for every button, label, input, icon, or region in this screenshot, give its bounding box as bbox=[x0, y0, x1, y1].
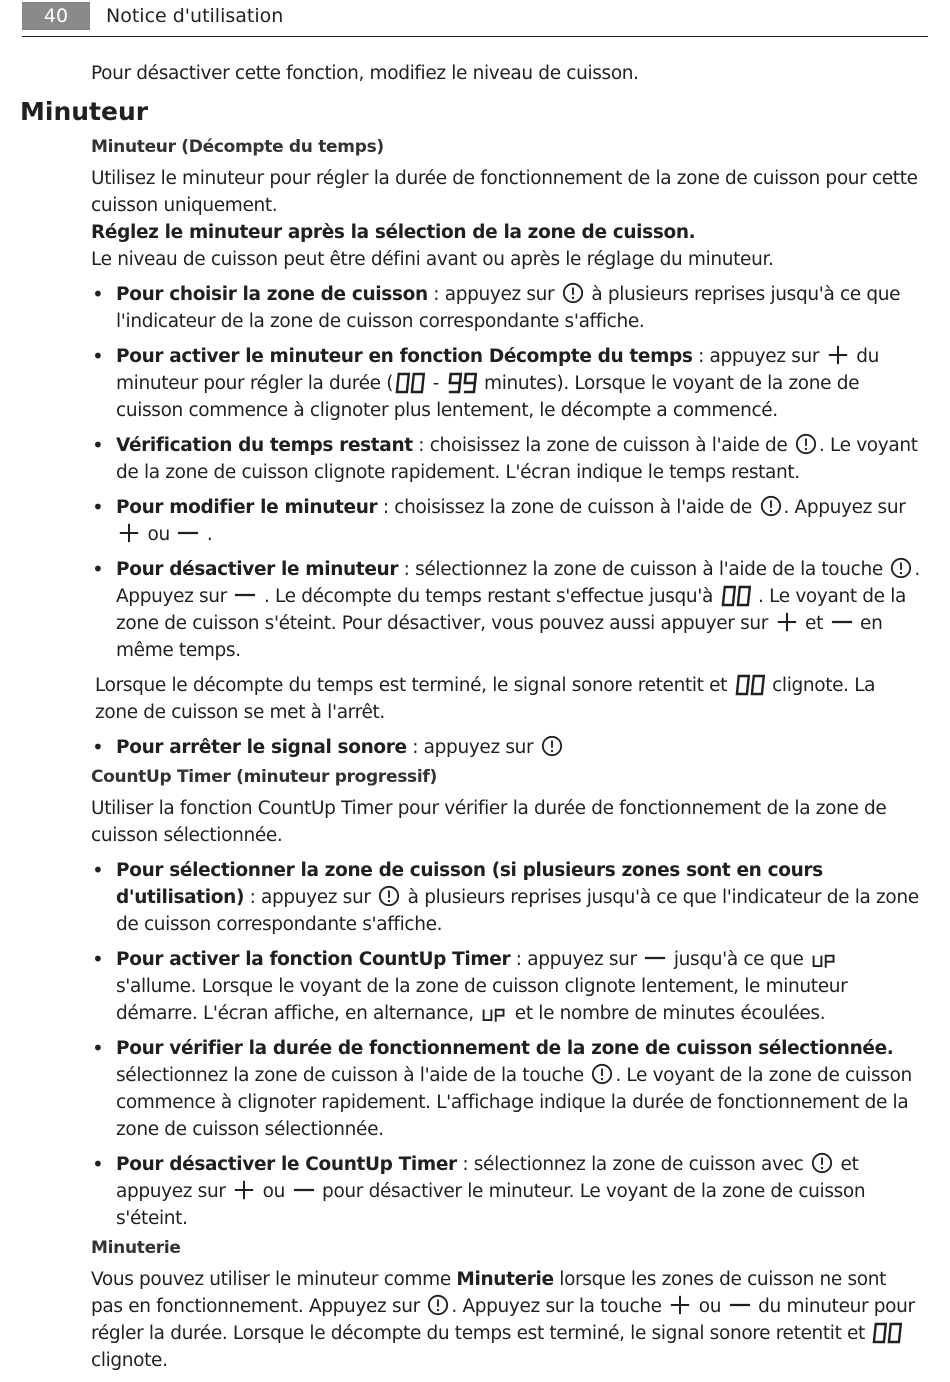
list-item: • Pour activer la fonction CountUp Timer : appuyez sur jusqu'à ce que s'allume. Lorsque le voyant de la zone de cuisson clignote lentement, le minuteur démarre. L'écran affiche, en alternance, et le nombre de minutes écoulées. bbox=[116, 946, 921, 1027]
page-content bbox=[0, 60, 950, 1382]
timer-select-icon bbox=[591, 1063, 613, 1085]
plus-icon bbox=[776, 611, 798, 633]
timer-select-icon bbox=[541, 735, 563, 757]
minus-icon bbox=[831, 611, 853, 633]
plus-icon bbox=[233, 1179, 255, 1201]
timer-select-icon bbox=[890, 557, 912, 579]
countup-paragraph: Utiliser la fonction CountUp Timer pour vérifier la durée de fonctionnement de la zone de cuisson sélectionnée. bbox=[91, 798, 887, 846]
list-item: • Pour désactiver le CountUp Timer : sélectionnez la zone de cuisson avec et appuyez sur ou pour désactiver le minuteur. Le voyant de la zone de cuisson s'éteint. bbox=[116, 1151, 921, 1232]
timer-select-icon bbox=[811, 1152, 833, 1174]
display-99-icon bbox=[447, 372, 477, 394]
timer-select-icon bbox=[562, 282, 584, 304]
list-item: • Pour vérifier la durée de fonctionnement de la zone de cuisson sélectionnée. sélectionnez la zone de cuisson à l'aide de la touche . Le voyant de la zone de cuisson commence à clignoter rapidement. L'affichage indique la durée de fonctionnement de la zone de cuisson sélectionnée. bbox=[116, 1035, 921, 1143]
list-item: • Pour sélectionner la zone de cuisson (si plusieurs zones sont en cours d'utilisation) : appuyez sur à plusieurs reprises jusqu'à ce que l'indicateur de la zone de cuisson correspondante s'affiche. bbox=[116, 857, 921, 938]
minus-icon bbox=[293, 1179, 315, 1201]
list-item: • Vérification du temps restant : choisissez la zone de cuisson à l'aide de . Le voyant de la zone de cuisson clignote rapidement. L'écran indique le temps restant. bbox=[116, 432, 921, 486]
timer-select-icon bbox=[378, 885, 400, 907]
countdown-instruction: Réglez le minuteur après la sélection de la zone de cuisson. bbox=[91, 222, 696, 243]
intro-paragraph: Pour désactiver cette fonction, modifiez le niveau de cuisson. bbox=[91, 63, 639, 84]
plus-icon bbox=[669, 1294, 691, 1316]
list-item: • Pour activer le minuteur en fonction Décompte du temps : appuyez sur du minuteur pour régler la durée ( - minutes). Lorsque le voyant de la zone de cuisson commence à clignoter plus lentement, le décompte a commencé. bbox=[116, 343, 921, 424]
timer-select-icon bbox=[427, 1294, 449, 1316]
timer-select-icon bbox=[760, 495, 782, 517]
display-00-icon bbox=[721, 585, 751, 607]
section-title: Minuteur bbox=[20, 97, 149, 126]
minus-icon bbox=[729, 1294, 751, 1316]
page-number: 40 bbox=[22, 2, 90, 30]
minus-icon bbox=[177, 522, 199, 544]
display-00-icon bbox=[735, 674, 765, 696]
plus-icon bbox=[827, 344, 849, 366]
countup-subtitle: CountUp Timer (minuteur progressif) bbox=[91, 767, 437, 787]
display-00-icon bbox=[395, 372, 425, 394]
document-title: Notice d'utilisation bbox=[106, 5, 284, 27]
timer-select-icon bbox=[795, 433, 817, 455]
minus-icon bbox=[234, 584, 256, 606]
page-header bbox=[22, 0, 928, 37]
minus-icon bbox=[644, 947, 666, 969]
display-up-icon bbox=[811, 950, 837, 970]
plus-icon bbox=[118, 522, 140, 544]
countdown-note: Le niveau de cuisson peut être défini avant ou après le réglage du minuteur. bbox=[91, 249, 774, 270]
countdown-subtitle: Minuteur (Décompte du temps) bbox=[91, 137, 384, 157]
list-item: • Pour modifier le minuteur : choisissez la zone de cuisson à l'aide de . Appuyez sur ou . bbox=[116, 494, 921, 548]
display-up-icon bbox=[481, 1004, 507, 1024]
minuterie-subtitle: Minuterie bbox=[91, 1238, 181, 1258]
list-item: • Pour désactiver le minuteur : sélectionnez la zone de cuisson à l'aide de la touche . Appuyez sur . Le décompte du temps restant s'effectue jusqu'à . Le voyant de la zone de cuisson s'éteint. Pour désactiver, vous pouvez aussi appuyer sur et en même temps. bbox=[116, 556, 921, 664]
countdown-end-note: Lorsque le décompte du temps est terminé, le signal sonore retentit et clignote. La zone de cuisson se met à l'arrêt. bbox=[95, 675, 876, 723]
list-item: • Pour choisir la zone de cuisson : appuyez sur à plusieurs reprises jusqu'à ce que l'indicateur de la zone de cuisson correspondante s'affiche. bbox=[116, 281, 921, 335]
list-item: • Pour arrêter le signal sonore : appuyez sur bbox=[116, 734, 921, 761]
display-00-icon bbox=[872, 1322, 902, 1344]
countdown-paragraph: Utilisez le minuteur pour régler la durée de fonctionnement de la zone de cuisson pour cette cuisson uniquement. bbox=[91, 168, 918, 216]
minuterie-paragraph: Vous pouvez utiliser le minuteur comme Minuterie lorsque les zones de cuisson ne sont pas en fonctionnement. Appuyez sur . Appuyez sur la touche ou du minuteur pour régler la durée. Lorsque le décompte du temps est terminé, le signal sonore retentit et clignote. bbox=[91, 1269, 915, 1371]
